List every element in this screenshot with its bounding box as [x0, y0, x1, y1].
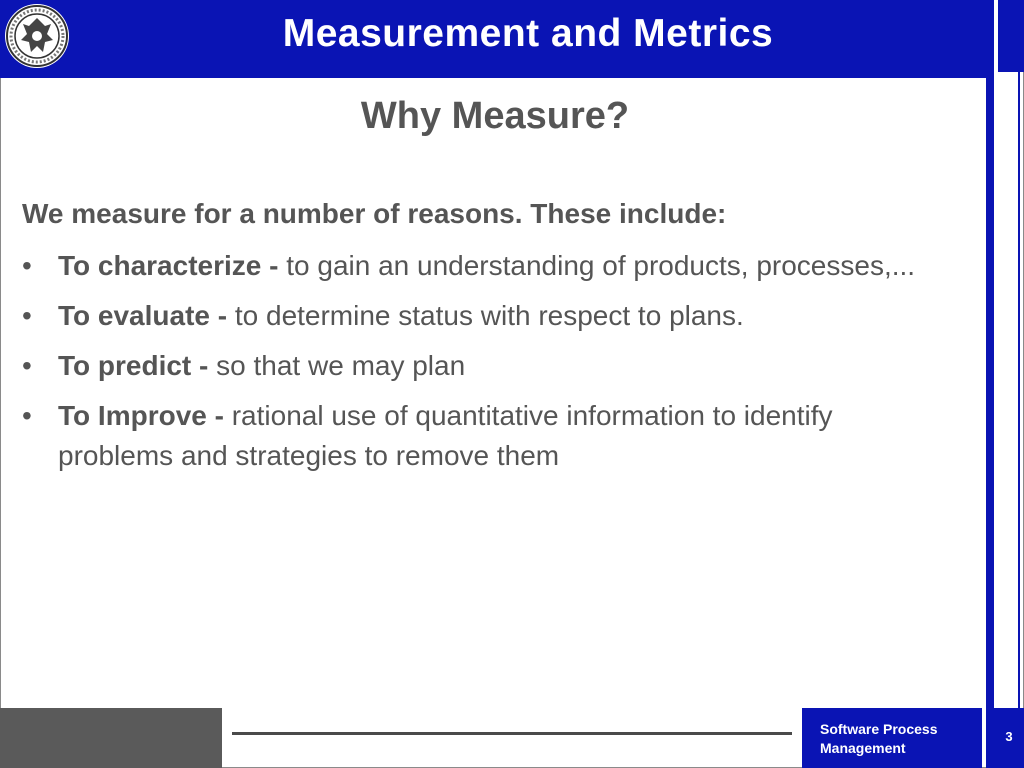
bullet-icon: • [22, 350, 32, 381]
bullet-text: rational use of quantitative information to identify problems and strategies to remove them [58, 400, 833, 471]
list-item [22, 246, 932, 286]
bullet-icon: • [22, 250, 32, 281]
bullet-text: to gain an understanding of products, processes,... [286, 250, 916, 281]
slide-subtitle: Why Measure? [360, 95, 630, 137]
header-bar [0, 0, 980, 72]
footer-course-title [820, 720, 938, 758]
list-item [22, 296, 932, 336]
footer-gray-block [0, 708, 222, 768]
slide-header-title: Measurement and Metrics [282, 12, 774, 55]
bullet-text: so that we may plan [216, 350, 466, 381]
footer-course-line1: Software Process [820, 721, 938, 737]
page-number: 3 [1005, 729, 1013, 744]
list-item [22, 346, 932, 386]
bullet-term: To characterize - [58, 250, 287, 281]
footer-course-line2: Management [820, 740, 906, 756]
list-item [22, 396, 932, 476]
bullet-term: To predict - [58, 350, 217, 381]
bullet-icon: • [22, 300, 32, 331]
header-underline [0, 72, 986, 78]
footer-rule [232, 732, 792, 735]
intro-text: We measure for a number of reasons. These include: [22, 198, 727, 229]
bullet-term: To Improve - [58, 400, 232, 431]
header-corner-block [998, 0, 1024, 72]
bullet-term: To evaluate - [58, 300, 235, 331]
bullet-icon: • [22, 400, 32, 431]
bullet-text: to determine status with respect to plans. [234, 300, 744, 331]
right-thin-line [1018, 72, 1020, 708]
reasons-list [22, 246, 932, 486]
